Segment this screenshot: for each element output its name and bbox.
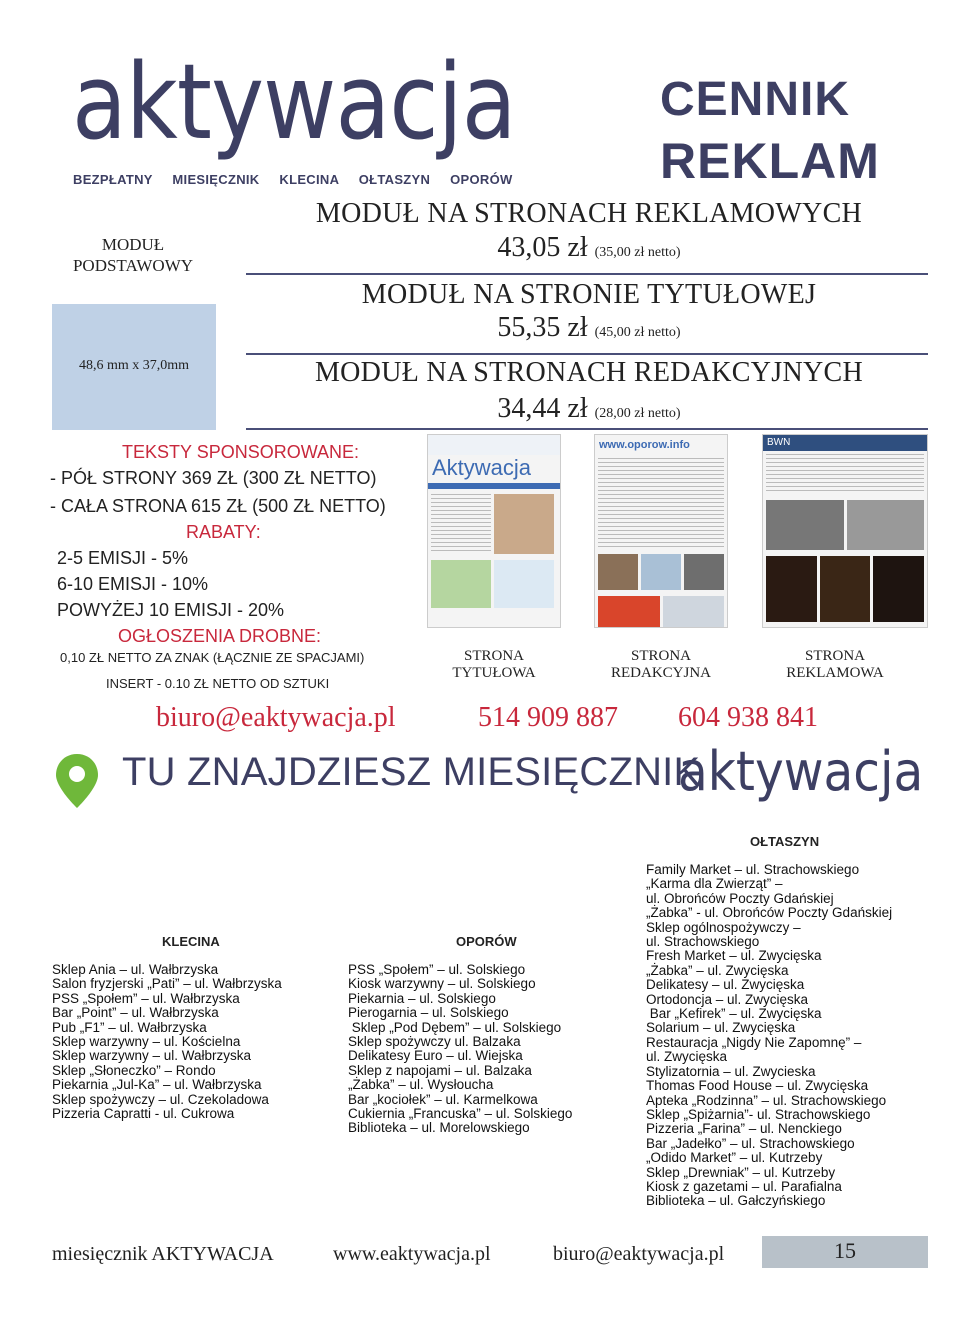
location-heading-oltaszyn: OŁTASZYN xyxy=(750,834,820,849)
classifieds-heading: OGŁOSZENIA DROBNE: xyxy=(118,626,322,646)
contact-phone[interactable]: 514 909 887 xyxy=(478,702,618,733)
divider xyxy=(246,353,928,355)
masthead-logo: aktywacja xyxy=(72,41,516,163)
thumbnail-caption: STRONA REDAKCYJNA xyxy=(610,648,711,681)
discount-item: 6-10 EMISJI - 10% xyxy=(57,574,209,594)
module-label: MODUŁ PODSTAWOWY xyxy=(72,235,194,275)
sponsored-heading: TEKSTY SPONSOROWANE: xyxy=(122,442,360,462)
thumbnail-header: www.oporow.info xyxy=(599,439,690,451)
thumbnail-caption: STRONA TYTUŁOWA xyxy=(452,648,536,681)
price-net: (28,00 zł netto) xyxy=(594,406,681,421)
sponsored-full-page: - CAŁA STRONA 615 ZŁ (500 ZŁ NETTO) xyxy=(50,496,386,516)
classifieds-price: 0,10 ZŁ NETTO ZA ZNAK (ŁĄCZNIE ZE SPACJAMI) xyxy=(60,650,365,665)
location-pin-icon xyxy=(52,752,102,810)
thumbnail-header: Aktywacja xyxy=(432,455,532,480)
price-title: MODUŁ NA STRONACH REKLAMOWYCH xyxy=(315,198,863,229)
insert-price: INSERT - 0.10 ZŁ NETTO OD SZTUKI xyxy=(106,676,330,691)
price-gross: 43,05 zł xyxy=(497,232,588,263)
price-list-title-line1: CENNIK xyxy=(660,73,851,126)
divider xyxy=(246,428,928,430)
discounts-heading: RABATY: xyxy=(186,522,261,542)
price-list-title-line2: REKLAM xyxy=(660,133,880,189)
masthead-subtitle: BEZPŁATNY MIESIĘCZNIK KLECINA OŁTASZYN OPORÓW xyxy=(73,172,513,187)
divider xyxy=(246,273,928,275)
price-title: MODUŁ NA STRONIE TYTUŁOWEJ xyxy=(361,279,817,310)
price-gross: 55,35 zł xyxy=(497,312,588,343)
thumbnail-editorial-page xyxy=(594,434,728,628)
price-title: MODUŁ NA STRONACH REDAKCYJNYCH xyxy=(314,357,864,388)
thumbnail-header: BWN xyxy=(763,435,927,451)
location-list-klecina: Sklep Ania – ul. Wałbrzyska Salon fryzjerski „Pati” – ul. Wałbrzyska PSS „Społem” – ul. Wałbrzyska Bar „Point” – ul. Wałbrzyska Pub „F1” – ul. Wałbrzyska Sklep warzywny – ul. Kościelna Sklep warzywny – ul. Wałbrzyska Sklep „Słoneczko” – Rondo Piekarnia „Jul-Ka” – ul. Wałbrzyska Sklep spożywczy – ul. Czekoladowa Pizzeria Capratti - ul. Cukrowa xyxy=(52,962,282,1122)
location-list-oporow: PSS „Społem” – ul. Solskiego Kiosk warzywny – ul. Solskiego Piekarnia – ul. Solskiego Pierogarnia – ul. Solskiego Sklep „Pod Dębem” – ul. Solskiego Sklep spożywczy ul. Balzaka Delikatesy Euro – ul. Wiejska Sklep z napojami – ul. Balzaka „Żabka” – ul. Wysłoucha Bar „kociołek” – ul. Karmelkowa Cukiernia „Francuska” – ul. Solskiego Biblioteka – ul. Morelowskiego xyxy=(348,962,573,1136)
footer-email[interactable]: biuro@eaktywacja.pl xyxy=(553,1243,725,1265)
footer-website[interactable]: www.eaktywacja.pl xyxy=(333,1243,491,1265)
thumbnail-caption: STRONA REKLAMOWA xyxy=(786,648,884,681)
price-value xyxy=(244,232,934,264)
locator-logo: aktywacja xyxy=(678,740,924,803)
price-value xyxy=(244,312,934,344)
location-list-oltaszyn: Family Market – ul. Strachowskiego „Karma dla Zwierząt” – ul. Obrońców Poczty Gdańskiej „Żabka” - ul. Obrońców Poczty Gdańskiej Sklep ogólnospożywczy – ul. Strachowskiego Fresh Market – ul. Zwycięska „Żabka” – ul. Zwycięska Delikatesy – ul. Zwycięska Ortodoncja – ul. Zwycięska Bar „Kefirek” – ul. Zwycięska Solarium – ul. Zwycięska Restauracja „Nigdy Nie Zapomnę” – ul. Zwycięska Stylizatornia – ul. Zwycieska Thomas Food House – ul. Zwycięska Apteka „Rodzinna” – ul. Strachowskiego Sklep „Spiżarnia”- ul. Strachowskiego Pizzeria „Farina” – ul. Nenckiego Bar „Jadełko” – ul. Strachowskiego „Odido Market” – ul. Kutrzeby Sklep „Drewniak” – ul. Kutrzeby Kiosk z gazetami – ul. Parafialna Biblioteka – ul. Gałczyńskiego xyxy=(646,862,893,1209)
price-net: (35,00 zł netto) xyxy=(594,245,681,260)
contact-phone[interactable]: 604 938 841 xyxy=(678,702,818,733)
discount-item: 2-5 EMISJI - 5% xyxy=(57,548,189,568)
price-gross: 34,44 zł xyxy=(497,393,588,424)
price-value xyxy=(244,393,934,425)
contact-email[interactable]: biuro@eaktywacja.pl xyxy=(156,702,396,733)
page-number: 15 xyxy=(834,1238,856,1263)
locator-heading: TU ZNAJDZIESZ MIESIĘCZNIK xyxy=(122,750,701,794)
module-dimensions: 48,6 mm x 37,0mm xyxy=(78,358,190,373)
thumbnail-title-page xyxy=(427,434,561,628)
location-heading-klecina: KLECINA xyxy=(162,934,220,949)
location-heading-oporow: OPORÓW xyxy=(456,934,517,949)
footer-publication: miesięcznik AKTYWACJA xyxy=(52,1243,274,1265)
discount-item: POWYŻEJ 10 EMISJI - 20% xyxy=(57,600,285,620)
thumbnail-ad-page xyxy=(762,434,928,628)
sponsored-half-page: - PÓŁ STRONY 369 ZŁ (300 ZŁ NETTO) xyxy=(50,468,377,488)
price-net: (45,00 zł netto) xyxy=(594,325,681,340)
